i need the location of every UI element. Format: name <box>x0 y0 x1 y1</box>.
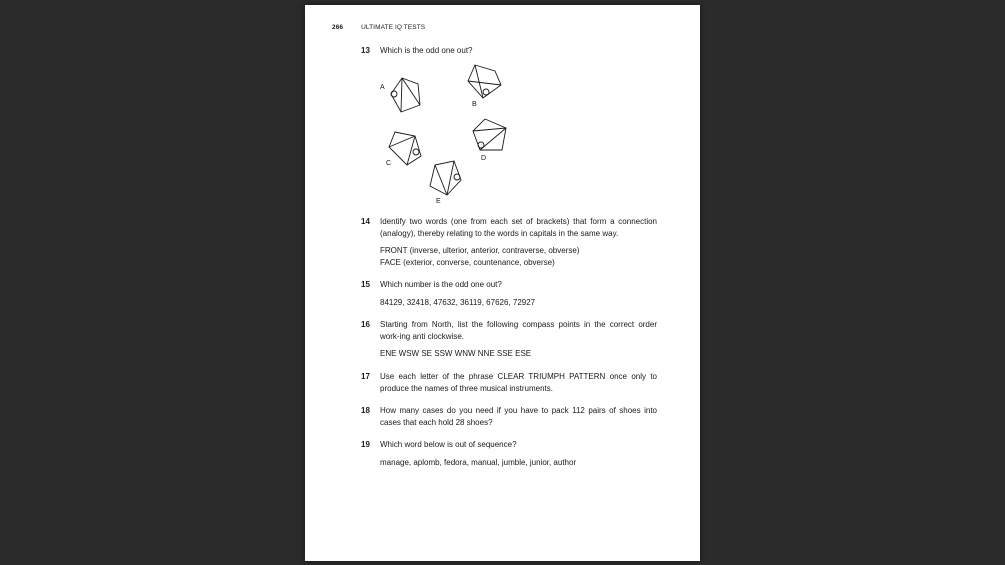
question-text: Which number is the odd one out? <box>380 280 502 289</box>
option-line: ENE WSW SE SSW WNW NNE SSE ESE <box>380 349 532 358</box>
book-page <box>305 5 700 561</box>
question-text: Starting from North, list the following compass points in the correct order work-ing anti clockwise. <box>380 320 657 341</box>
question-16 <box>361 319 657 360</box>
question-options <box>380 245 657 268</box>
question-number: 13 <box>361 46 370 55</box>
question-number: 18 <box>361 406 370 415</box>
book-title: ULTIMATE IQ TESTS <box>361 24 426 31</box>
option-line: FRONT (inverse, ulterior, anterior, contraverse, obverse) <box>380 246 580 255</box>
question-text: Which is the odd one out? <box>380 46 473 55</box>
question-15 <box>361 279 657 308</box>
option-line: manage, aplomb, fedora, manual, jumble, junior, author <box>380 457 577 467</box>
question-number: 19 <box>361 440 370 449</box>
pentagon-a <box>391 78 420 112</box>
figure-label-e: E <box>436 198 441 205</box>
question-number: 15 <box>361 280 370 289</box>
option-line: 84129, 32418, 47632, 36119, 67626, 72927 <box>380 297 536 307</box>
question-text: How many cases do you need if you have to pack 112 pairs of shoes into cases that each hold 28 shoes? <box>380 406 657 427</box>
question-text: Use each letter of the phrase CLEAR TRIUMPH PATTERN once only to produce the names of three musical instruments. <box>380 372 657 393</box>
pentagon-figure <box>305 5 700 215</box>
question-17 <box>361 371 657 394</box>
figure-label-a: A <box>380 84 385 91</box>
question-number: 17 <box>361 372 370 381</box>
pentagon-b <box>468 65 501 98</box>
question-number: 14 <box>361 217 370 226</box>
question-number: 16 <box>361 320 370 329</box>
question-text: Identify two words (one from each set of brackets) that form a connection (analogy), thereby relating to the words in capitals in the same way. <box>380 217 657 238</box>
figure-label-d: D <box>481 155 487 162</box>
page-number: 266 <box>332 24 344 31</box>
question-18 <box>361 405 657 428</box>
figure-label-c: C <box>386 160 392 167</box>
figure-label-b: B <box>472 101 477 108</box>
question-19 <box>361 439 657 468</box>
pentagon-e <box>430 161 461 195</box>
question-14 <box>361 216 657 268</box>
pentagon-d <box>473 119 506 150</box>
question-text: Which word below is out of sequence? <box>380 440 517 449</box>
option-line: FACE (exterior, converse, countenance, obverse) <box>380 257 555 267</box>
pentagon-c <box>389 132 421 165</box>
